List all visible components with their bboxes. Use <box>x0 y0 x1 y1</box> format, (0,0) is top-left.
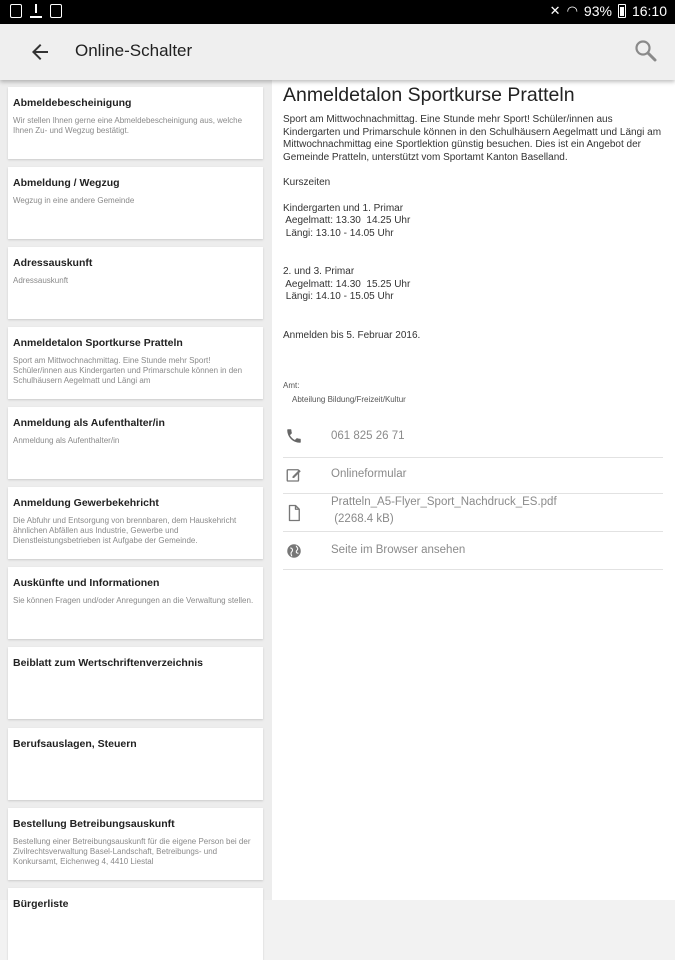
list-item[interactable] <box>8 327 263 399</box>
search-icon[interactable] <box>633 38 659 64</box>
list-item-title: Auskünfte und Informationen <box>13 577 160 589</box>
phone-number: 061 825 26 71 <box>331 430 405 442</box>
list-item-title: Bestellung Betreibungsauskunft <box>13 818 175 830</box>
kurszeiten-label: Kurszeiten <box>283 177 331 188</box>
list-item-title: Abmeldebescheinigung <box>13 97 132 109</box>
list-item-description: Adressauskunft <box>13 276 69 285</box>
list-item-title: Bürgerliste <box>13 898 69 910</box>
list-item-title: Adressauskunft <box>13 257 93 269</box>
list-item-title: Anmeldung Gewerbekehricht <box>13 497 159 509</box>
list-item-description: Anmeldung als Aufenthalter/in <box>13 436 120 445</box>
download-notification-icon <box>30 4 42 18</box>
list-item-description: Bestellung einer Betreibungsauskunft für die eigene Person bei der Zivilrechtsverwaltung Basel-Landschaft, Betreibungs- und Konkursamt, Eichenweg 4, 4410 Liestal <box>13 837 251 866</box>
list-item[interactable] <box>8 728 263 800</box>
phone-action[interactable] <box>283 418 663 458</box>
detail-pane <box>272 80 675 900</box>
list-item-description: Wegzug in eine andere Gemeinde <box>13 196 135 205</box>
battery-percent: 93% <box>583 3 612 19</box>
list-item-description: Wir stellen Ihnen gerne eine Abmeldebescheinigung aus, welche Ihnen Zu- und Wegzug bestätigt. <box>13 116 243 135</box>
list-item[interactable] <box>8 567 263 639</box>
file-icon <box>285 504 303 522</box>
list-item[interactable] <box>8 888 263 960</box>
list-item[interactable] <box>8 808 263 880</box>
deadline-text: Anmelden bis 5. Februar 2016. <box>283 329 421 341</box>
list-item[interactable] <box>8 167 263 239</box>
group1-title: Kindergarten und 1. Primar <box>283 202 404 214</box>
phone-icon <box>285 427 303 445</box>
list-item[interactable] <box>8 87 263 159</box>
clock: 16:10 <box>631 3 667 19</box>
pdf-attachment[interactable] <box>283 494 663 532</box>
back-arrow-icon[interactable] <box>28 40 52 64</box>
app-title: Online-Schalter <box>75 41 193 60</box>
group2-line2: Längi: 14.10 - 15.05 Uhr <box>283 291 394 302</box>
online-form-label: Onlineformular <box>331 468 407 480</box>
list-item-description: Die Abfuhr und Entsorgung von brennbaren, dem Hauskehricht ähnlichen Abfällen aus Industrie, Gewerbe und Dienstleistungsbetrieben ist Aufgabe der Gemeinde. <box>13 516 237 545</box>
list-item[interactable] <box>8 247 263 319</box>
wifi-icon: ◠ <box>566 3 578 18</box>
app-bar <box>0 24 675 80</box>
battery-icon <box>618 4 626 18</box>
online-form-action[interactable] <box>283 458 663 494</box>
list-item-title: Anmeldung als Aufenthalter/in <box>13 417 165 429</box>
system-status <box>550 3 667 19</box>
detail-intro: Sport am Mittwochnachmittag. Eine Stunde mehr Sport! Schüler/innen aus Kindergarten und Primarschule können in den Schulhäusern Aegelmatt und Längi am Mittwochnachmittag eine Sportlektion günstig besuchen. Dies ist ein Angebot der Gemeinde Pratteln, unterstützt vom Sportamt Kanton Baselland. <box>283 114 662 163</box>
file-name: Pratteln_A5-Flyer_Sport_Nachdruck_ES.pdf <box>331 496 557 508</box>
status-bar <box>0 0 675 24</box>
edit-form-icon <box>285 466 303 484</box>
list-item-description: Sie können Fragen und/oder Anregungen an die Verwaltung stellen. <box>13 596 254 605</box>
list-item[interactable] <box>8 487 263 559</box>
list-item-title: Abmeldung / Wegzug <box>13 177 120 189</box>
service-list[interactable] <box>0 80 272 910</box>
department-value: Abteilung Bildung/Freizeit/Kultur <box>292 395 406 404</box>
list-item-title: Beiblatt zum Wertschriftenverzeichnis <box>13 657 204 669</box>
open-in-browser-action[interactable] <box>283 532 663 570</box>
detail-body <box>283 114 668 342</box>
group2-title: 2. und 3. Primar <box>283 266 355 277</box>
list-item[interactable] <box>8 407 263 479</box>
mute-icon: ✕ <box>549 3 561 18</box>
group1-line1: Aegelmatt: 13.30 14.25 Uhr <box>283 215 411 226</box>
gallery-notification-icon <box>10 4 22 18</box>
list-item-title: Anmeldetalon Sportkurse Pratteln <box>13 337 183 349</box>
open-in-browser-label: Seite im Browser ansehen <box>331 544 466 556</box>
list-item-description: Sport am Mittwochnachmittag. Eine Stunde mehr Sport! Schüler/innen aus Kindergarten und Primarschule können in den Schulhäusern Aegelmatt und Längi am <box>13 356 243 385</box>
department-label: Amt: <box>283 381 300 390</box>
file-size: (2268.4 kB) <box>331 513 394 525</box>
group2-line1: Aegelmatt: 14.30 15.25 Uhr <box>283 278 411 290</box>
detail-title: Anmeldetalon Sportkurse Pratteln <box>283 84 575 106</box>
list-item-title: Berufsauslagen, Steuern <box>13 738 137 750</box>
group1-line2: Längi: 13.10 - 14.05 Uhr <box>283 227 394 239</box>
notification-icons <box>10 4 62 18</box>
globe-icon <box>285 542 303 560</box>
list-item[interactable] <box>8 647 263 719</box>
image-notification-icon <box>50 4 62 18</box>
